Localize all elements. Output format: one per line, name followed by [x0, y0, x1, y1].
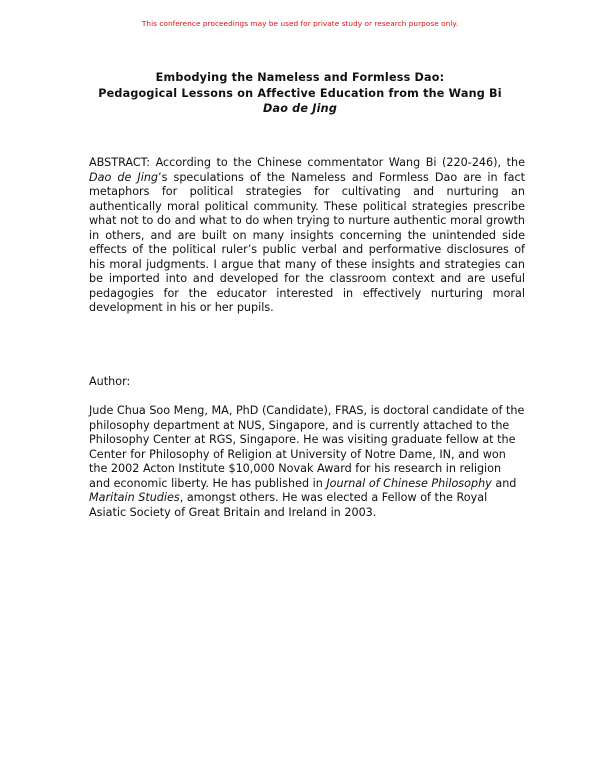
- bio-text-and: and: [491, 476, 517, 490]
- author-heading: Author:: [89, 375, 131, 388]
- abstract-text-rest: ’s speculations of the Nameless and Formless Dao are in fact metaphors for political strategies for cultivating and nurturing an authentically moral political community. These political strategies prescribe what not to do and what to do when trying to nurture authentic moral growth in others, and are built on many insights concerning the unintended side effects of the political ruler’s public verbal and performative disclosures of his moral judgments. I argue that many of these insights and strategies can be imported into and developed for the classroom context and are useful pedagogies for the educator interested in effectively nurturing moral development in his or her pupils.: [89, 170, 525, 314]
- usage-notice: This conference proceedings may be used for private study or research purpose only.: [141, 19, 459, 28]
- author-bio: [89, 404, 525, 520]
- abstract-text-start: ABSTRACT: According to the Chinese commentator Wang Bi (220-246), the: [89, 156, 525, 169]
- bio-text-end: , amongst others. He was elected a Fellow of the Royal Asiatic Society of Great Britain and Ireland in 2003.: [89, 491, 488, 519]
- abstract-paragraph: [89, 156, 525, 316]
- bio-journal-1: Journal of Chinese Philosophy: [326, 476, 492, 490]
- title-line-3: Dao de Jing: [262, 102, 338, 115]
- abstract-book-title: Dao de Jing: [89, 170, 159, 184]
- bio-text-start: Jude Chua Soo Meng, MA, PhD (Candidate), FRAS, is doctoral candidate of the philosophy department at NUS, Singapore, and is currently attached to the Philosophy Center at RGS, Singapore. He was visiting graduate fellow at the Center for Philosophy of Religion at University of Notre Dame, IN, and won the 2002 Acton Institute $10,000 Novak Award for his research in religion and economic liberty. He has published in: [89, 404, 525, 490]
- paper-title: [40, 70, 560, 117]
- title-line-2: Pedagogical Lessons on Affective Education from the Wang Bi: [98, 86, 502, 100]
- title-line-1: Embodying the Nameless and Formless Dao:: [155, 71, 445, 84]
- bio-journal-2: Maritain Studies: [89, 491, 180, 504]
